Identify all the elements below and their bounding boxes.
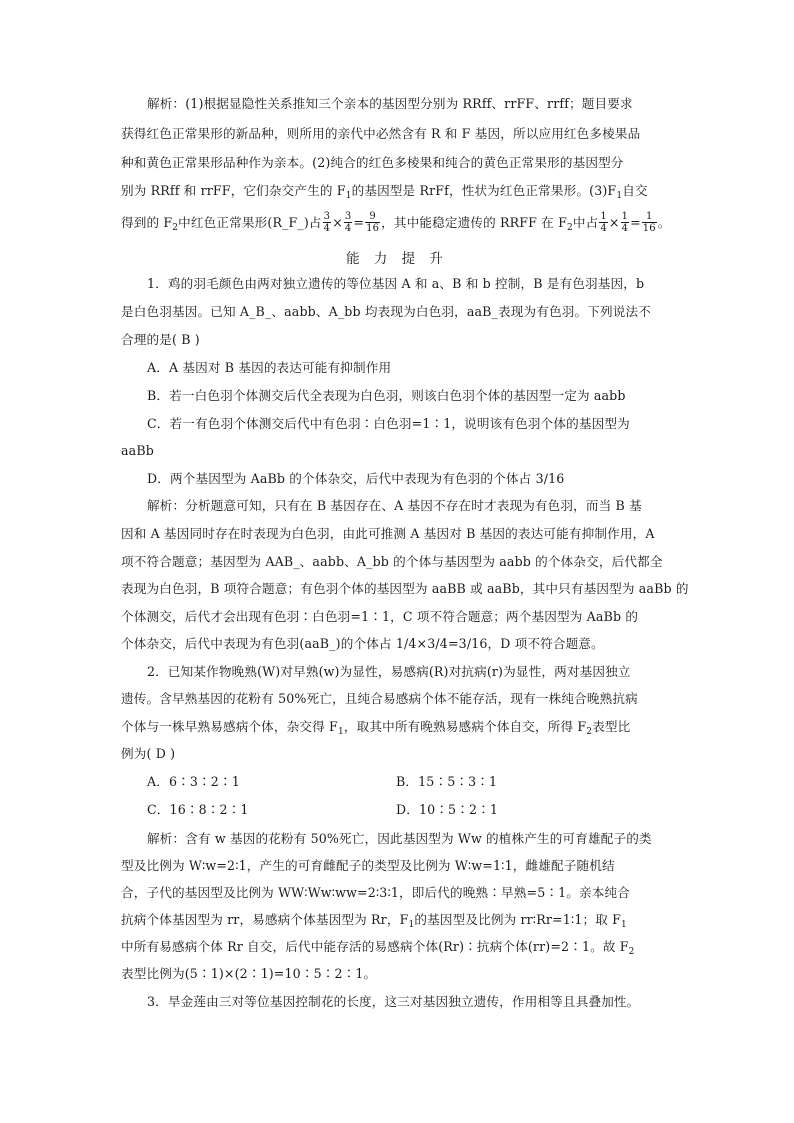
q1-option-b: B．若一白色羽个体测交后代全表现为白色羽，则该白色羽个体的基因型一定为 aabb xyxy=(147,388,626,403)
q1-stem-line-3: 合理的是( B ) xyxy=(121,332,200,347)
analysis-line-5: 得到的 $F_2$中红色正常果形(R_F_)占 $\frac{3}{4}$ × $\frac{3}{4}$ = $\frac{9}{16}$ ，其中能稳定遗传的 RRFF 在 $F_2$中占 $\frac{1}{4}$ × $\frac{1}{4}$ = $\frac{1}{16}$ 。 xyxy=(121,211,671,234)
fraction: $\frac{1}{16}$ xyxy=(642,211,656,234)
q1-analysis-line-1: 解析：分析题意可知，只有在 B 基因存在、A 基因不存在时才表现为有色羽，而当 B 基 xyxy=(147,498,642,513)
q2-analysis-line-5: 中所有易感病个体 Rr 自交，后代中能存活的易感病个体(Rr)∶抗病个体(rr)=2∶1。故 $F_2$ xyxy=(121,939,635,957)
q2-analysis-line-2: 型及比例为 W∶w=2∶1，产生的可育雌配子的类型及比例为 W∶w=1∶1，雌雄配子随机结 xyxy=(121,858,615,873)
q1-option-c-cont: aaBb xyxy=(121,443,154,458)
q1-option-a: A．A 基因对 B 基因的表达可能有抑制作用 xyxy=(147,360,392,375)
q2-option-d: D．10∶5∶2∶1 xyxy=(396,802,499,817)
q2-analysis-line-1: 解析：含有 w 基因的花粉有 50%死亡，因此基因型为 Ww 的植株产生的可育雄配子的类 xyxy=(147,831,652,846)
q2-stem-line-2: 遗传。含早熟基因的花粉有 50%死亡，且纯合易感病个体不能存活，现有一株纯合晚熟抗病 xyxy=(121,691,638,706)
q1-analysis-line-2: 因和 A 基因同时存在时表现为白色羽，由此可推测 A 基因对 B 基因的表达可能有抑制作用，A xyxy=(121,526,655,541)
section-title: 能 力 提 升 xyxy=(346,251,448,267)
q1-analysis-line-6: 个体杂交，后代中表现为有色羽(aaB_)的个体占 1/4×3/4=3/16，D 项不符合题意。 xyxy=(121,636,604,651)
analysis-line-4: 别为 RRff 和 rrFF，它们杂交产生的 $F_1$的基因型是 RrFf，性状为红色正常果形。$(3)F_1$自交 xyxy=(121,183,648,201)
q2-option-a: A．6∶3∶2∶1 xyxy=(147,774,240,789)
q2-options-row-1 xyxy=(0,772,794,792)
analysis-line-2: 获得红色正常果形的新品种，则所用的亲代中必然含有 R 和 F 基因，所以应用红色多棱果品 xyxy=(121,126,641,141)
q2-analysis-line-4: 抗病个体基因型为 rr，易感病个体基因型为 Rr，$F_1$的基因型及比例为 rr∶Rr=1∶1；取 $F_1$ xyxy=(121,912,627,930)
q1-option-d: D．两个基因型为 AaBb 的个体杂交，后代中表现为有色羽的个体占 3/16 xyxy=(147,471,565,486)
q2-option-b: B．15∶5∶3∶1 xyxy=(396,774,498,789)
fraction: $\frac{1}{4}$ xyxy=(600,211,607,234)
q2-option-c: C．16∶8∶2∶1 xyxy=(147,802,249,817)
fraction: $\frac{1}{4}$ xyxy=(621,211,629,234)
q2-stem-line-3: 个体与一株早熟易感病个体，杂交得 $F_1$，取其中所有晚熟易感病个体自交，所得 $F_2$表型比 xyxy=(121,719,631,737)
q3-stem-line-1: 3．旱金莲由三对等位基因控制花的长度，这三对基因独立遗传，作用相等且具叠加性。 xyxy=(147,994,640,1009)
q1-analysis-line-4: 表现为白色羽，B 项符合题意；有色羽个体的基因型为 aaBB 或 aaBb，其中只有基因型为 aaBb 的 xyxy=(121,581,689,596)
q1-analysis-line-3: 项不符合题意；基因型为 AAB_、aabb、A_bb 的个体与基因型为 aabb 的个体杂交，后代都全 xyxy=(121,554,663,569)
q1-option-c: C．若一有色羽个体测交后代中有色羽∶白色羽=1∶1，说明该有色羽个体的基因型为 xyxy=(147,416,630,431)
fraction: $\frac{3}{4}$ xyxy=(323,211,331,234)
q2-analysis-line-3: 合，子代的基因型及比例为 WW∶Ww∶ww=2∶3∶1，即后代的晚熟∶早熟=5∶1。亲本纯合 xyxy=(121,885,630,900)
analysis-line-1: 解析：(1)根据显隐性关系推知三个亲本的基因型分别为 RRff、rrFF、rrff；题目要求 xyxy=(147,96,633,111)
q1-analysis-line-5: 个体测交，后代才会出现有色羽∶白色羽=1∶1，C 项不符合题意；两个基因型为 AaBb 的 xyxy=(121,609,639,624)
fraction: $\frac{3}{4}$ xyxy=(344,211,352,234)
q2-analysis-line-6: 表型比例为(5∶1)×(2∶1)=10∶5∶2∶1。 xyxy=(121,966,377,981)
q1-stem-line-1: 1．鸡的羽毛颜色由两对独立遗传的等位基因 A 和 a、B 和 b 控制，B 是有色羽基因，b xyxy=(147,276,645,291)
analysis-line-3: 种和黄色正常果形品种作为亲本。(2)纯合的红色多棱果和纯合的黄色正常果形的基因型分 xyxy=(121,155,624,170)
q1-stem-line-2: 是白色羽基因。已知 A_B_、aabb、A_bb 均表现为白色羽，aaB_表现为有色羽。下列说法不 xyxy=(121,304,651,319)
q2-options-row-2 xyxy=(0,800,794,820)
q2-stem-line-4: 例为( D ) xyxy=(121,746,176,761)
fraction: $\frac{9}{16}$ xyxy=(366,211,380,234)
q2-stem-line-1: 2．已知某作物晚熟(W)对早熟(w)为显性，易感病(R)对抗病(r)为显性，两对基因独立 xyxy=(147,664,631,679)
